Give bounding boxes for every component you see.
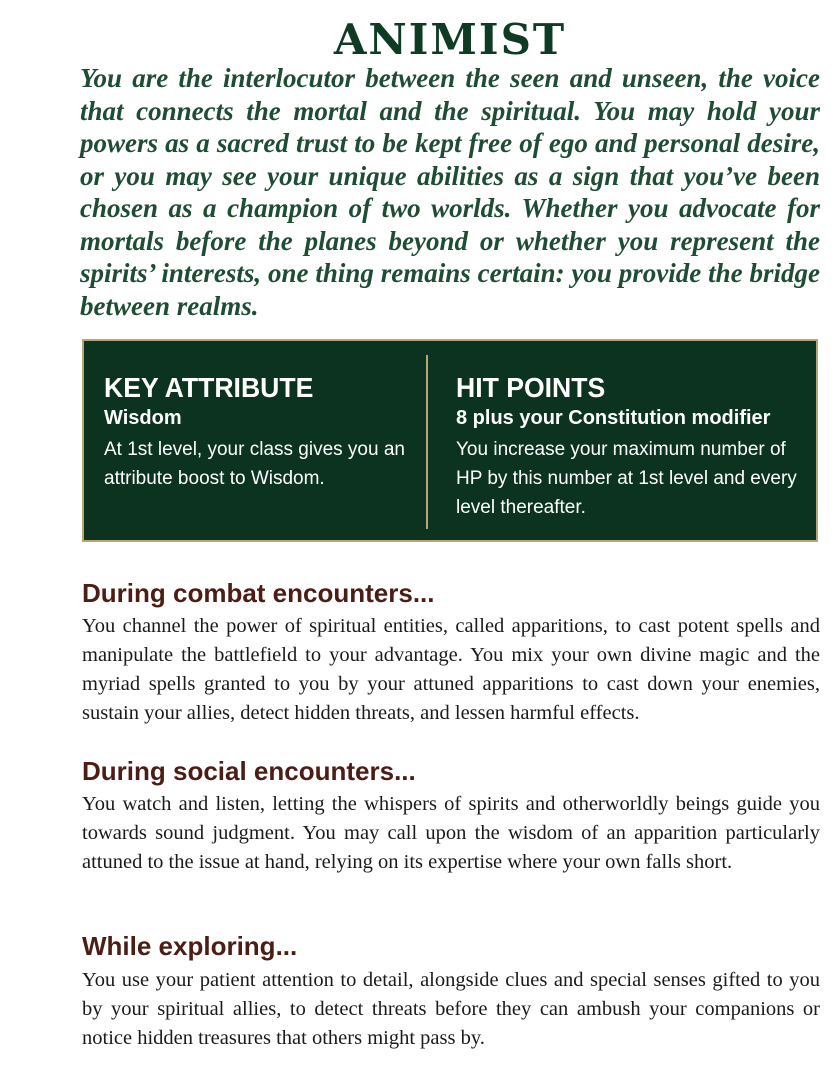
- combat-heading: During combat encounters...: [82, 578, 435, 608]
- key-attribute-value: Wisdom: [104, 407, 182, 429]
- intro-paragraph: You are the interlocutor between the seen and unseen, the voice that connects the mortal and the spiritual. You may hold your powers as a sacred trust to be kept free of ego and personal desire, or you may see your unique abilities as a sign that you’ve been chosen as a champion of two worlds. Whether you advocate for mortals before the planes beyond or whether you represent the spirits’ interests, one thing remains certain: you provide the bridge between realms.: [80, 63, 820, 321]
- social-text: You watch and listen, letting the whispers of spirits and otherworldly beings guide you towards sound judgment. You may call upon the wisdom of an apparition particularly attuned to the issue at hand, relying on its expertise where your own falls short.: [82, 793, 820, 873]
- page-title: ANIMIST: [333, 15, 567, 64]
- hit-points-value: 8 plus your Constitution modifier: [456, 407, 771, 429]
- key-attribute-block: [104, 371, 414, 493]
- exploring-text: You use your patient attention to detail, alongside clues and special senses gifted to you by your spiritual allies, to detect threats before they can ambush your companions or notice hidden treasures that others might pass by.: [82, 969, 820, 1049]
- key-attribute-heading: KEY ATTRIBUTE: [104, 372, 314, 403]
- social-heading: During social encounters...: [82, 756, 416, 786]
- combat-text: You channel the power of spiritual entities, called apparitions, to cast potent spells and manipulate the battlefield to your advantage. You mix your own divine magic and the myriad spells granted to you by your attuned apparitions to cast down your enemies, sustain your allies, detect hidden threats, and lessen harmful effects.: [82, 615, 820, 724]
- exploring-heading: While exploring...: [82, 931, 298, 961]
- stat-box: [82, 339, 818, 542]
- key-attribute-text: At 1st level, your class gives you an attribute boost to Wisdom.: [104, 439, 405, 489]
- hit-points-block: [456, 371, 806, 522]
- hit-points-heading: HIT POINTS: [456, 372, 606, 403]
- hit-points-text: You increase your maximum number of HP by this number at 1st level and every level thereafter.: [456, 439, 797, 518]
- stat-divider: [426, 355, 428, 529]
